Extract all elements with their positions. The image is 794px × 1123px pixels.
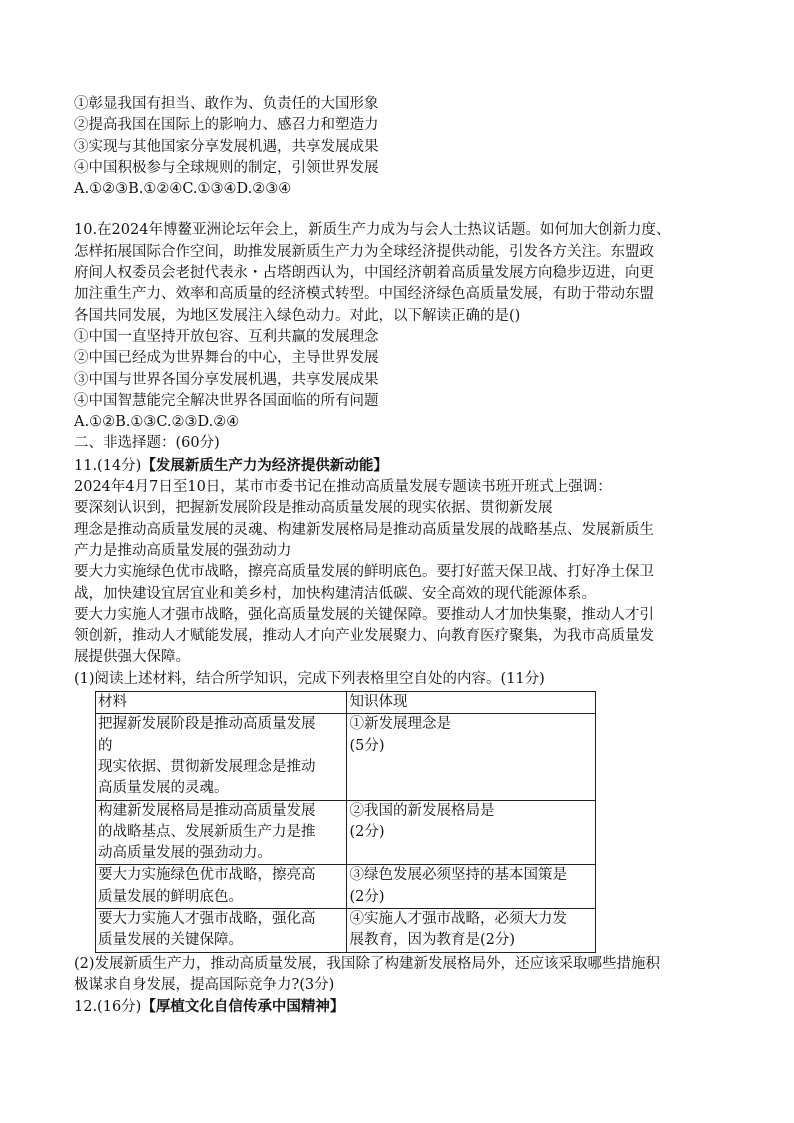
document-page bbox=[74, 94, 734, 1018]
table-cell-knowledge: ④实施人才强市战略，必须大力发 展教育，因为教育是(2分) bbox=[347, 908, 596, 952]
table-cell-knowledge: ③绿色发展必须坚持的基本国策是 (2分) bbox=[347, 865, 596, 909]
q9-option-4: ④中国积极参与全球规则的制定，引领世界发展 bbox=[74, 159, 379, 176]
q11-title bbox=[74, 455, 734, 477]
q10-stem-line: 各国共同发展，为地区发展注入绿色动力。对此，以下解读正确的是() bbox=[74, 307, 521, 324]
q10-stem-line: 加注重生产力、效率和高质量的经济模式转型。中国经济绿色高质量发展，有助于带动东盟 bbox=[74, 286, 654, 303]
q11-material-line: 要大力实施人才强市战略，强化高质量发展的关键保障。要推动人才加快集聚，推动人才引 bbox=[74, 606, 654, 623]
q11-title-prefix: 11.(14分) bbox=[74, 457, 142, 474]
table-header-material: 材料 bbox=[96, 692, 347, 714]
q9-option-1: ①彰显我国有担当、敢作为、负责任的大国形象 bbox=[74, 96, 379, 112]
q10-choices: A.①②B.①③C.②③D.②④ bbox=[74, 414, 240, 431]
table-header-row bbox=[96, 692, 596, 714]
question-11 bbox=[74, 455, 734, 996]
table-cell-material: 构建新发展格局是推动高质量发展 的战略基点、发展新质生产力是推 动高质量发展的强劲动力。 bbox=[96, 800, 347, 865]
table-row bbox=[96, 714, 596, 800]
q11-sub-question-1: (1)阅读上述材料，结合所学知识，完成下列表格里空自处的内容。(11分) bbox=[74, 670, 545, 687]
table-cell-knowledge: ①新发展理念是 (5分) bbox=[347, 714, 596, 800]
q10-option-4: ④中国智慧能完全解决世界各国面临的所有问题 bbox=[74, 392, 379, 409]
q10-stem-line: 怎样拓展国际合作空间，助推发展新质生产力为全球经济提供动能，引发各方关注。东盟政 bbox=[74, 243, 654, 260]
q9-option-2: ②提高我国在国际上的影响力、感召力和塑造力 bbox=[74, 117, 379, 134]
table-row bbox=[96, 865, 596, 909]
q10-option-3: ③中国与世界各国分享发展机遇，共享发展成果 bbox=[74, 371, 379, 388]
spacer bbox=[74, 200, 734, 220]
q12-title-main: 【厚植文化自信传承中国精神】 bbox=[141, 998, 345, 1016]
q10-option-2: ②中国已经成为世界舞台的中心，主导世界发展 bbox=[74, 350, 379, 367]
q11-title-main: 【发展新质生产力为经济提供新动能】 bbox=[141, 456, 388, 474]
table-cell-knowledge: ②我国的新发展格局是 (2分) bbox=[347, 800, 596, 865]
table-header-knowledge: 知识体现 bbox=[347, 692, 596, 714]
q12-title-prefix: 12.(16分) bbox=[74, 999, 142, 1016]
q11-material-line: 领创新，推动人才赋能发展，推动人才向产业发展聚力、向教育医疗聚集，为我市高质量发 bbox=[74, 628, 654, 645]
q9-choices: A.①②③B.①②④C.①③④D.②③④ bbox=[74, 181, 292, 198]
table-cell-material: 要大力实施人才强市战略，强化高 质量发展的关键保障。 bbox=[96, 908, 347, 952]
table-row bbox=[96, 800, 596, 865]
q12-title bbox=[74, 996, 734, 1018]
section-2-title: 二、非选择题：(60分) bbox=[74, 435, 220, 452]
q11-material-line: 展提供强大保障。 bbox=[74, 649, 190, 666]
q9-option-3: ③实现与其他国家分享发展机遇，共享发展成果 bbox=[74, 138, 379, 155]
q9-options bbox=[74, 94, 734, 200]
table-cell-material: 把握新发展阶段是推动高质量发展 的 现实依据、贯彻新发展理念是推动 高质量发展的灵魂。 bbox=[96, 714, 347, 800]
q10-option-1: ①中国一直坚持开放包容、互利共赢的发展理念 bbox=[74, 328, 379, 345]
question-10 bbox=[74, 220, 734, 433]
table-cell-material: 要大力实施绿色优市战略，擦亮高 质量发展的鲜明底色。 bbox=[96, 865, 347, 909]
q11-material-line: 产力是推动高质量发展的强劲动力 bbox=[74, 542, 292, 559]
knowledge-table bbox=[95, 691, 596, 953]
q11-material-line: 理念是推动高质量发展的灵魂、构建新发展格局是推动高质量发展的战略基点、发展新质生 bbox=[74, 521, 654, 538]
q11-material-line: 要大力实施绿色优市战略，擦亮高质量发展的鲜明底色。要打好蓝天保卫战、打好净土保卫 bbox=[74, 564, 654, 581]
q10-stem-line: 10.在2024年博鳌亚洲论坛年会上，新质生产力成为与会人士热议话题。如何加大创新力度、 bbox=[74, 222, 671, 239]
q11-sub-question-2-line: (2)发展新质生产力，推动高质量发展，我国除了构建新发展格局外，还应该采取哪些措施积 bbox=[74, 955, 661, 972]
q11-material-line: 要深刻认识到，把握新发展阶段是推动高质量发展的现实依据、贯彻新发展 bbox=[74, 500, 553, 517]
q10-stem-line: 府间人权委员会老挝代表永・占塔朗西认为，中国经济朝着高质量发展方向稳步迈进，向更 bbox=[74, 265, 654, 282]
q11-material-line: 战，加快建设宜居宜业和美乡村，加快构建清洁低碳、安全高效的现代能源体系。 bbox=[74, 585, 596, 602]
q11-material-line: 2024年4月7日至10日，某市市委书记在推动高质量发展专题读书班开班式上强调： bbox=[74, 479, 612, 496]
q11-sub-question-2-line: 极谋求自身发展，提高国际竞争力?(3分) bbox=[74, 976, 335, 993]
table-row bbox=[96, 908, 596, 952]
